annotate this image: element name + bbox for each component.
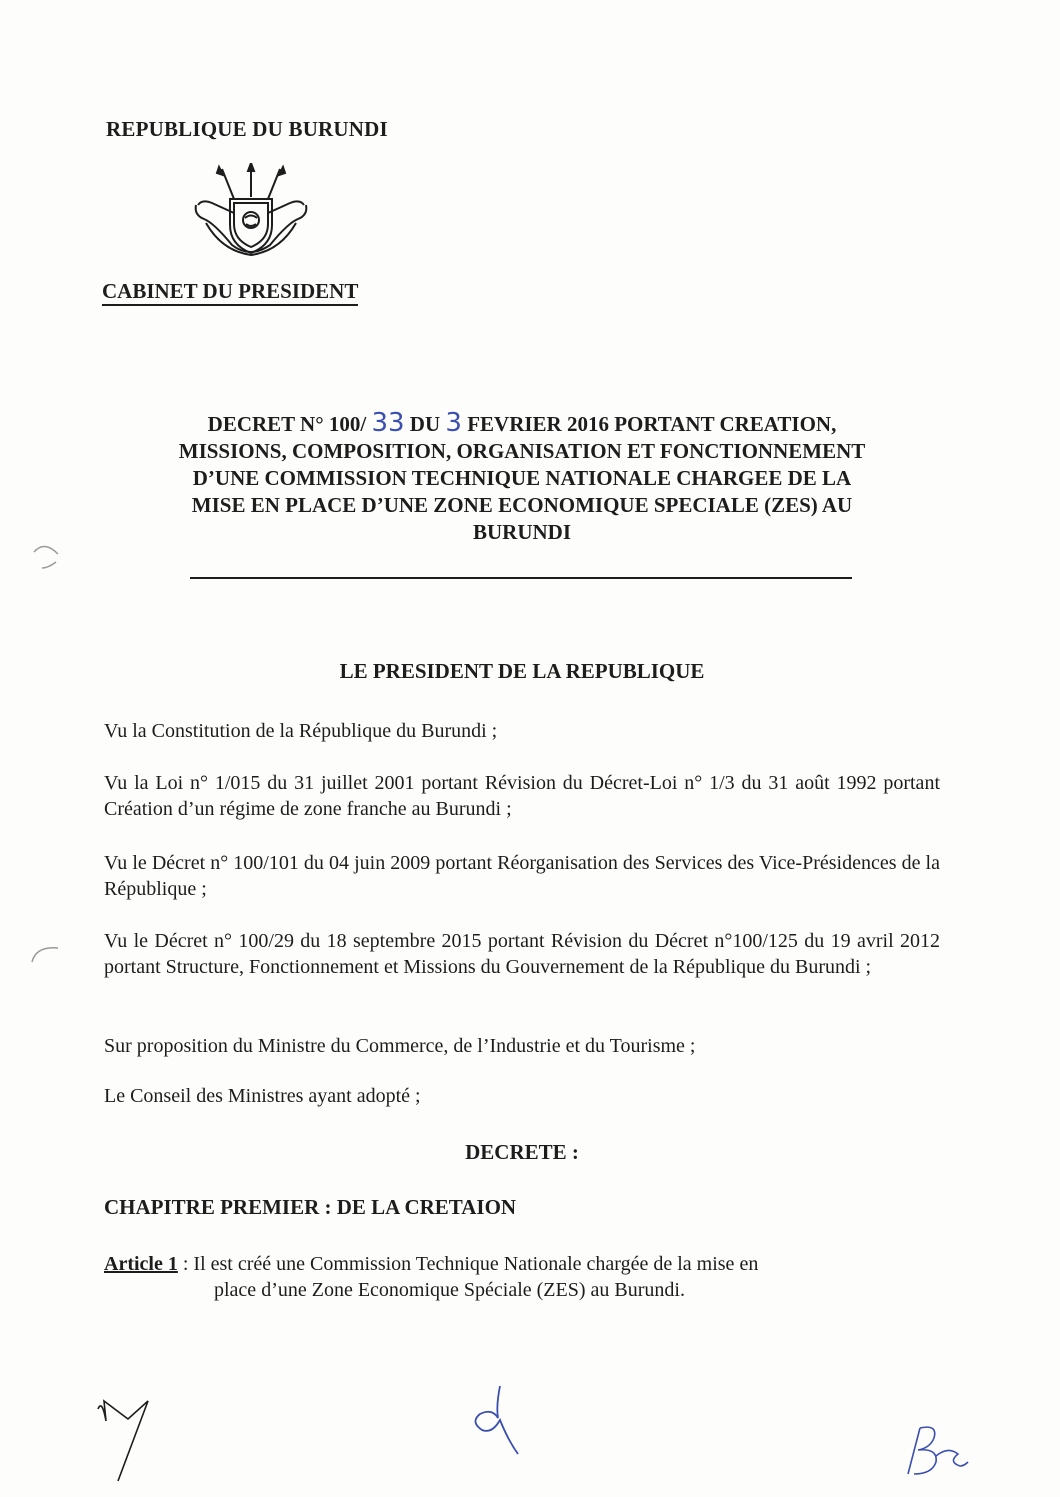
article-1-label: Article 1 — [104, 1253, 178, 1275]
country-heading: REPUBLIQUE DU BURUNDI — [106, 117, 388, 141]
handwritten-initials-left — [92, 1395, 162, 1485]
article-1-separator: : — [177, 1253, 194, 1275]
chapter-heading: CHAPITRE PREMIER : DE LA CRETAION — [104, 1195, 517, 1219]
decree-title — [106, 410, 938, 546]
considerant-3: Vu le Décret n° 100/101 du 04 juin 2009 portant Réorganisation des Services des Vice-Présidences de la République ; — [104, 852, 940, 900]
title-line-1 — [106, 410, 938, 438]
title-du: DU — [409, 412, 441, 436]
considerant-5: Sur proposition du Ministre du Commerce, de l’Industrie et du Tourisme ; — [104, 1035, 696, 1057]
title-line-3: D’UNE COMMISSION TECHNIQUE NATIONALE CHARGEE DE LA — [192, 466, 852, 490]
title-line-1-rest: FEVRIER 2016 PORTANT CREATION, — [467, 412, 837, 436]
title-divider — [190, 577, 852, 579]
handwritten-day: 3 — [445, 408, 462, 438]
considerant-6: Le Conseil des Ministres ayant adopté ; — [104, 1085, 421, 1107]
considerant-1: Vu la Constitution de la République du Burundi ; — [104, 720, 498, 742]
considerant-2: Vu la Loi n° 1/015 du 31 juillet 2001 portant Révision du Décret-Loi n° 1/3 du 31 août 1992 portant Création d’un régime de zone franche au Burundi ; — [104, 772, 940, 820]
coat-of-arms-emblem — [192, 163, 310, 275]
considerant-4: Vu le Décret n° 100/29 du 18 septembre 2015 portant Révision du Décret n°100/125 du 19 avril 2012 portant Structure, Fonctionnement et Missions du Gouvernement de la République du Burundi ; — [104, 930, 940, 978]
scan-mark-middle — [28, 940, 64, 970]
cabinet-heading: CABINET DU PRESIDENT — [102, 279, 358, 306]
handwritten-initials-right — [900, 1420, 970, 1480]
article-1 — [104, 1251, 934, 1303]
handwritten-initials-center — [466, 1380, 526, 1460]
title-line-4: MISE EN PLACE D’UNE ZONE ECONOMIQUE SPECIALE (ZES) AU — [191, 493, 853, 517]
title-line-5: BURUNDI — [472, 520, 571, 544]
title-line-2: MISSIONS, COMPOSITION, ORGANISATION ET FONCTIONNEMENT — [178, 439, 866, 463]
title-prefix: DECRET N° 100/ — [207, 412, 367, 436]
handwritten-decree-number: 33 — [371, 408, 405, 438]
decrete-heading: DECRETE : — [465, 1140, 579, 1164]
article-1-line-2: place d’une Zone Economique Spéciale (ZES) au Burundi. — [214, 1279, 685, 1301]
scan-mark-top — [30, 538, 66, 574]
article-1-line-1: Il est créé une Commission Technique Nationale chargée de la mise en — [193, 1253, 759, 1275]
president-heading: LE PRESIDENT DE LA REPUBLIQUE — [339, 659, 705, 683]
